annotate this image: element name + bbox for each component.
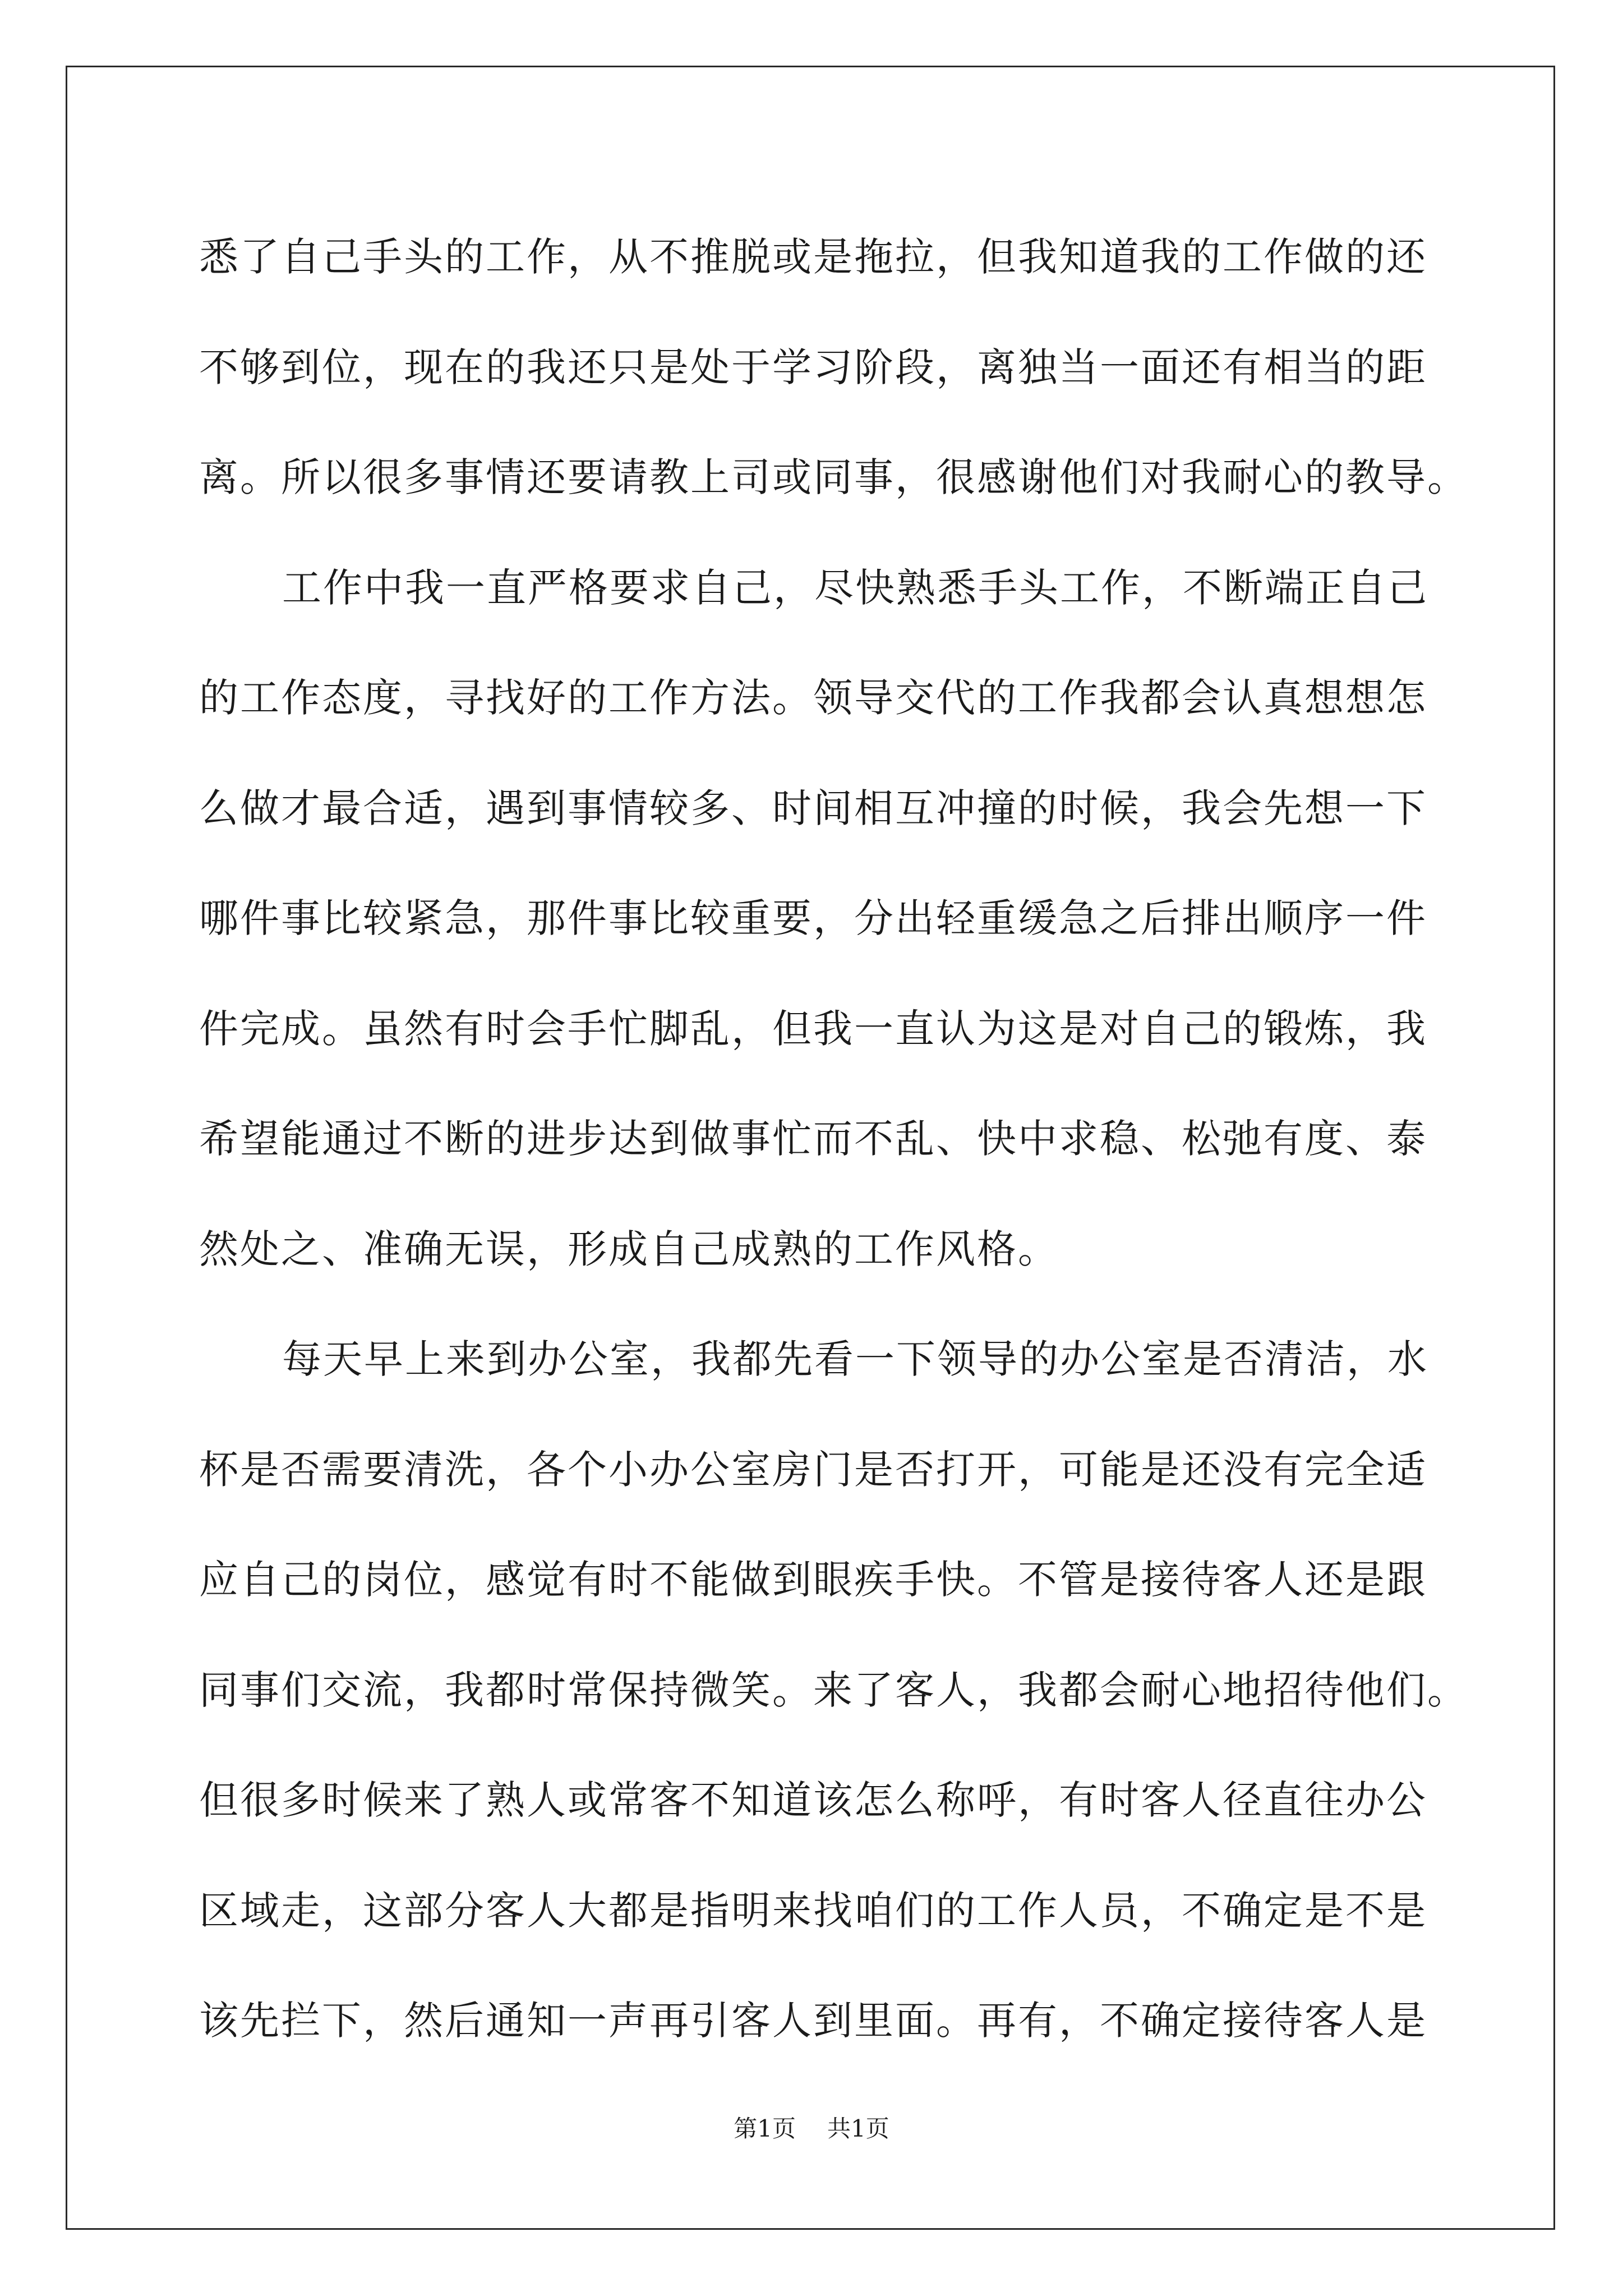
text-line: 希望能通过不断的进步达到做事忙而不乱、快中求稳、松弛有度、泰: [199, 1116, 1427, 1162]
page-number-total: 共1页: [827, 2115, 889, 2142]
text-line: 么做才最合适，遇到事情较多、时间相互冲撞的时候，我会先想一下: [199, 785, 1427, 831]
text-line: 杯是否需要清洗，各个小办公室房门是否打开，可能是还没有完全适: [199, 1446, 1427, 1493]
text-line: 悉了自己手头的工作，从不推脱或是拖拉，但我知道我的工作做的还: [199, 234, 1427, 280]
text-line: 不够到位，现在的我还只是处于学习阶段，离独当一面还有相当的距: [199, 344, 1427, 390]
text-line: 区域走，这部分客人大都是指明来找咱们的工作人员，不确定是不是: [199, 1887, 1427, 1934]
text-line: 离。所以很多事情还要请教上司或同事，很感谢他们对我耐心的教导。: [199, 454, 1468, 500]
text-line: 件完成。虽然有时会手忙脚乱，但我一直认为这是对自己的锻炼，我: [199, 1005, 1427, 1052]
text-line: 该先拦下，然后通知一声再引客人到里面。再有，不确定接待客人是: [199, 1998, 1427, 2044]
paragraph-first-line: 工作中我一直严格要求自己，尽快熟悉手头工作，不断端正自己: [282, 564, 1428, 611]
page-footer: [0, 2112, 1623, 2146]
text-line: 的工作态度，寻找好的工作方法。领导交代的工作我都会认真想想怎: [199, 675, 1427, 721]
page-number-current: 第1页: [734, 2115, 796, 2142]
text-line: 同事们交流，我都时常保持微笑。来了客人，我都会耐心地招待他们。: [199, 1667, 1468, 1713]
paragraph-first-line: 每天早上来到办公室，我都先看一下领导的办公室是否清洁，水: [282, 1336, 1428, 1382]
paragraph-last-line: 然处之、准确无误，形成自己成熟的工作风格。: [199, 1226, 1059, 1272]
text-line: 哪件事比较紧急，那件事比较重要，分出轻重缓急之后排出顺序一件: [199, 895, 1427, 941]
text-line: 应自己的岗位，感觉有时不能做到眼疾手快。不管是接待客人还是跟: [199, 1557, 1427, 1603]
document-body: [199, 202, 1468, 2076]
text-line: 但很多时候来了熟人或常客不知道该怎么称呼，有时客人径直往办公: [199, 1777, 1427, 1823]
